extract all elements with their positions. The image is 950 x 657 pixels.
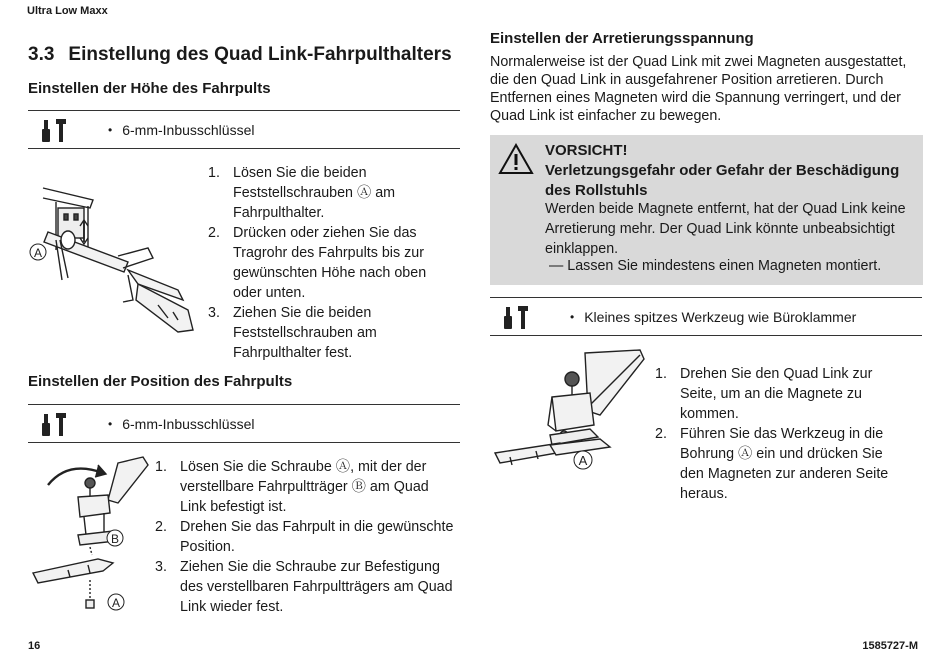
list-item: 1. Lösen Sie die Schraube Ⓐ, mit der der verstellbare Fahrpultträger Ⓑ am Quad Link befestigt ist. bbox=[155, 459, 429, 515]
list-item: 1. Drehen Sie den Quad Link zur Seite, um an die Magnete zu kommen. bbox=[655, 366, 873, 422]
position-steps-list bbox=[155, 457, 455, 617]
section-number: 3.3 bbox=[28, 44, 55, 65]
tool-text: 6-mm-Inbusschlüssel bbox=[122, 121, 255, 138]
warning-icon bbox=[498, 143, 534, 175]
bullet: • bbox=[108, 416, 113, 431]
tools-icon bbox=[496, 303, 536, 331]
list-item: 3. Ziehen Sie die Schraube zur Befestigung des verstellbaren Fahrpultträgers am Quad Link wieder fest. bbox=[155, 559, 453, 615]
height-adjust-figure bbox=[28, 180, 203, 340]
caution-title bbox=[545, 141, 915, 201]
list-item: 1. Lösen Sie die beiden Feststellschrauben Ⓐ am Fahrpulthalter. bbox=[208, 165, 396, 221]
document-id: 1585727-M bbox=[862, 640, 918, 652]
running-header: Ultra Low Maxx bbox=[27, 5, 108, 17]
caution-action: — Lassen Sie mindestens einen Magneten montiert. bbox=[549, 258, 882, 274]
tools-icon bbox=[34, 116, 74, 144]
caution-box bbox=[490, 135, 923, 285]
tension-steps-list bbox=[655, 364, 905, 504]
tension-tools-box bbox=[490, 297, 922, 336]
height-tools-box bbox=[28, 110, 460, 149]
tool-text: Kleines spitzes Werkzeug wie Büroklammer bbox=[584, 308, 857, 325]
figure-label-b: B bbox=[110, 532, 120, 546]
figure-label-a: A bbox=[111, 596, 121, 610]
section-title: Einstellung des Quad Link-Fahrpulthalters bbox=[68, 44, 452, 65]
caution-headline: Verletzungsgefahr oder Gefahr der Beschädigung des Rollstuhls bbox=[545, 162, 900, 199]
magnet-figure bbox=[490, 345, 650, 475]
figure-label-a: A bbox=[33, 246, 43, 260]
list-item: 2. Drücken oder ziehen Sie das Tragrohr des Fahrpults bis zur gewünschten Höhe nach oben oder unten. bbox=[208, 225, 427, 301]
height-subheading: Einstellen der Höhe des Fahrpults bbox=[28, 80, 271, 97]
list-item: 2. Drehen Sie das Fahrpult in die gewünschte Position. bbox=[155, 519, 454, 555]
position-subheading: Einstellen der Position des Fahrpults bbox=[28, 373, 293, 390]
position-adjust-figure bbox=[28, 455, 153, 615]
list-item: 3. Ziehen Sie die beiden Feststellschrauben am Fahrpulthalter fest. bbox=[208, 305, 377, 361]
section-heading bbox=[28, 44, 452, 66]
list-item: 2. Führen Sie das Werkzeug in die Bohrung Ⓐ ein und drücken Sie den Magneten zur anderen Seite heraus. bbox=[655, 426, 889, 502]
height-steps-list bbox=[208, 163, 458, 363]
position-tools-box bbox=[28, 404, 460, 443]
page-number: 16 bbox=[28, 640, 41, 652]
caution-body: Werden beide Magnete entfernt, hat der Quad Link keine Arretierung mehr. Der Quad Link könnte unbeabsichtigt einklappen. bbox=[545, 201, 906, 257]
tool-text: 6-mm-Inbusschlüssel bbox=[122, 415, 255, 432]
bullet: • bbox=[570, 309, 575, 324]
caution-signal-word: VORSICHT! bbox=[545, 142, 628, 159]
bullet: • bbox=[108, 122, 113, 137]
tension-subheading: Einstellen der Arretierungsspannung bbox=[490, 30, 754, 47]
tools-icon bbox=[34, 410, 74, 438]
tension-intro: Normalerweise ist der Quad Link mit zwei Magneten ausgestattet, die den Quad Link in ausgefahrener Position arretieren. Durch Entfernen eines Magneten wird die Spannung verringert, und der Quad Link ist einfacher zu bewegen. bbox=[490, 54, 907, 124]
figure-label-a: A bbox=[578, 453, 588, 468]
